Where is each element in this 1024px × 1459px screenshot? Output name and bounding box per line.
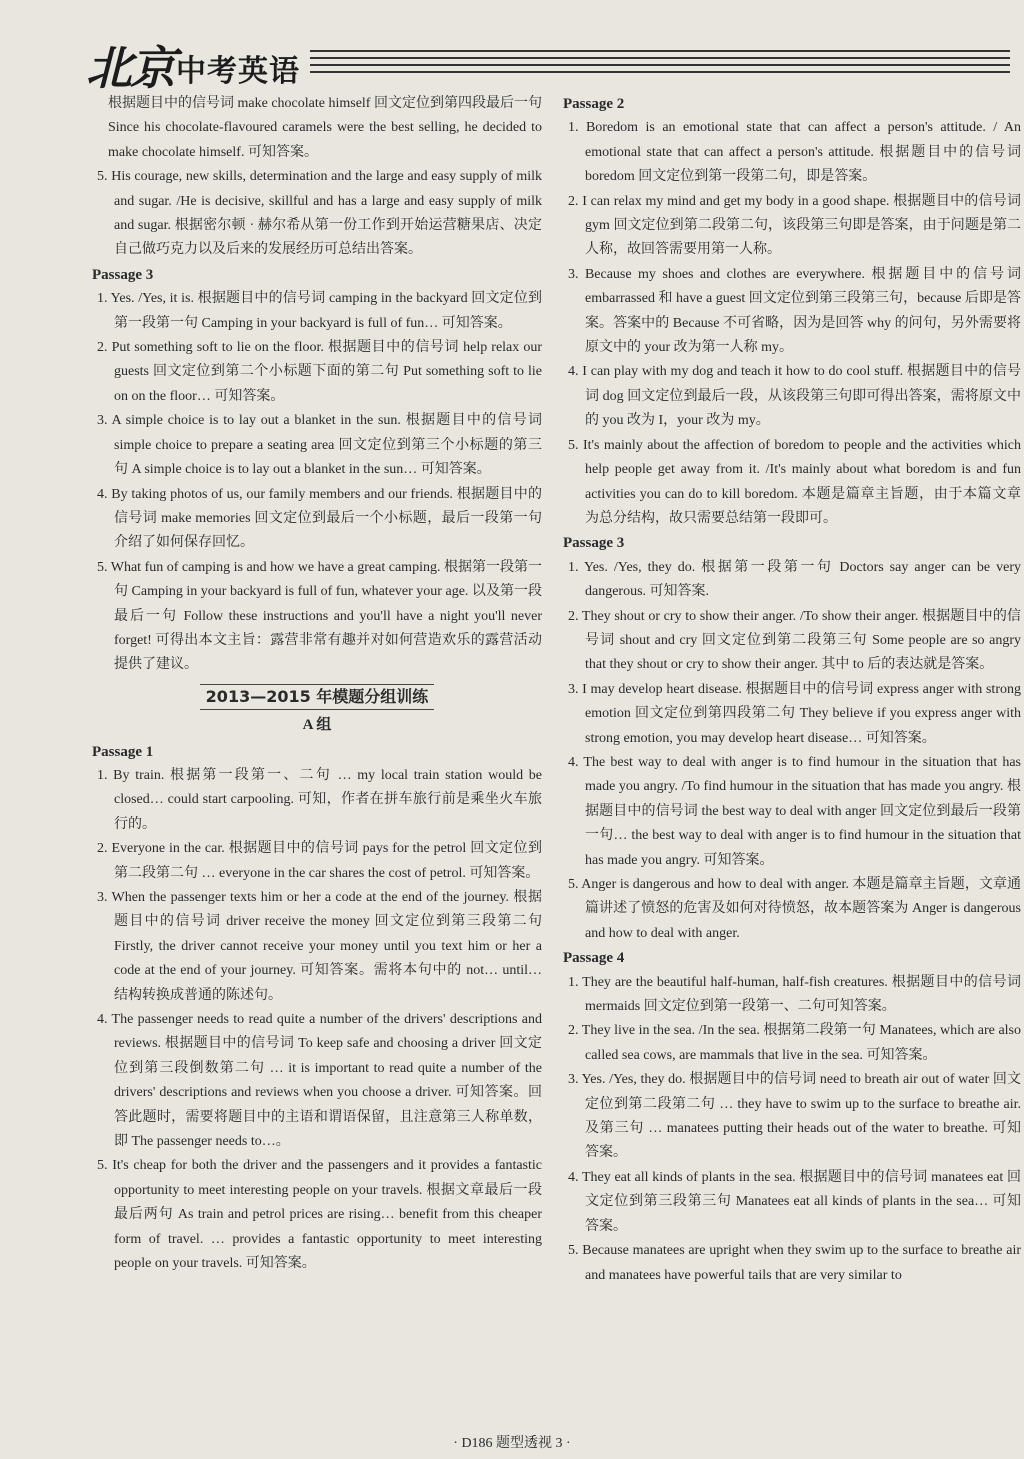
section-heading-wrap	[92, 684, 542, 711]
answer-item: 1. Yes. /Yes, they do. 根据第一段第一句 Doctors say anger can be very dangerous. 可知答案.	[568, 559, 1021, 600]
answer-item: 5. It's mainly about the affection of boredom to people and the activities which help people get away from it. /It's mainly about what boredom is and fun activities you can do to kill boredom. 本题是篇章主旨题，由于本篇文章为总分结构，故只需要总结第一段即可。	[568, 437, 1021, 526]
answer-item: 2. I can relax my mind and get my body in a good shape. 根据题目中的信号词 gym 回文定位到第二段第二句，该段第三句即是答案，由于问题是第二人称，故回答需要用第一人称。	[568, 193, 1021, 258]
passage-heading: Passage 1	[92, 743, 154, 760]
passage-heading: Passage 4	[563, 950, 625, 967]
header-rule-lines	[310, 50, 1010, 78]
answer-item: 5. His courage, new skills, determination and the large and easy supply of milk and sugar. /He is decisive, skillful and has a large and easy supply of milk and sugar. 根据密尔顿 · 赫尔希从第一份工作到开始运营糖果店、决定自己做巧克力以及后来的发展经历可总结出答案。	[97, 169, 542, 258]
continued-answer: 根据题目中的信号词 make chocolate himself 回文定位到第四段最后一句 Since his chocolate-flavoured caramels were the best selling, he decided to make chocolate himself. 可知答案。	[108, 96, 542, 160]
answer-item: 4. I can play with my dog and teach it how to do cool stuff. 根据题目中的信号词 dog 回文定位到最后一段，从该段第三句即可得出答案，需将原文中的 you 改为 I，your 改为 my。	[568, 364, 1021, 429]
left-column	[92, 92, 542, 1277]
answer-item: 2. Put something soft to lie on the floor. 根据题目中的信号词 help relax our guests 回文定位到第二个小标题下面的第二句 Put something soft to lie on on the floor… 可知答案。	[97, 340, 542, 404]
answer-item: 1. By train. 根据第一段第一、二句 … my local train station would be closed… could start carpooling. 可知，作者在拼车旅行前是乘坐火车旅行的。	[97, 767, 542, 832]
page-header	[80, 30, 1010, 94]
page-footer: · D186 题型透视 3 ·	[453, 1436, 571, 1451]
answer-item: 5. It's cheap for both the driver and the passengers and it provides a fantastic opportunity to meet interesting people on your travels. 根据文章最后一段最后两句 As train and petrol prices are rising… benefit from this cheaper form of travel. … provides a fantastic opportunity to meet interesting people on your travels. 可知答案。	[97, 1158, 542, 1272]
answer-item: 3. Because my shoes and clothes are everywhere. 根据题目中的信号词 embarrassed 和 have a guest 回文定位到第三段第三句，because 后即是答案。答案中的 Because 不可省略，因为是回答 why 的问句，另外需要将原文中的 your 改为第一人称 my。	[568, 266, 1021, 356]
answer-item: 3. I may develop heart disease. 根据题目中的信号词 express anger with strong emotion 回文定位到第四段第二句 They believe if you express anger with strong emotion, you may develop heart disease… 可知答案。	[568, 681, 1021, 746]
answer-item: 5. What fun of camping is and how we have a great camping. 根据第一段第一句 Camping in your backyard is full of fun, whatever your age. 以及第一段最后一句 Follow these instructions and you'll have a night you'll never forget! 可得出本文主旨：露营非常有趣并对如何营造欢乐的露营活动提供了建议。	[97, 559, 542, 673]
passage-heading: Passage 2	[563, 96, 625, 112]
answer-item: 3. A simple choice is to lay out a blanket in the sun. 根据题目中的信号词 simple choice to prepare a seating area 回文定位到第三个小标题的第三句 A simple choice is to lay out a blanket in the sun… 可知答案。	[97, 413, 542, 478]
answer-item: 3. When the passenger texts him or her a code at the end of the journey. 根据题目中的信号词 driver receive the money 回文定位到第三段第二句 Firstly, the driver cannot receive your money until you text him or her a code at the end of your journey. 可知答案。需将本句中的 not… until… 结构转换成普通的陈述句。	[97, 890, 542, 1003]
answer-item: 4. The passenger needs to read quite a number of the drivers' descriptions and reviews. 根据题目中的信号词 To keep safe and choosing a driver 回文定位到第三段倒数第二句 … it is important to read quite a number of the drivers' descriptions and reviews when you choose a driver. 可知答案。回答此题时，需要将题目中的主语和谓语保留，且注意第三人称单数，即 The passenger needs to…。	[97, 1012, 542, 1150]
answer-item: 5. Because manatees are upright when they swim up to the surface to breathe air and manatees have powerful tails that are very similar to	[568, 1243, 1021, 1283]
header-title: 中考英语	[176, 54, 300, 89]
answer-item: 4. By taking photos of us, our family members and our friends. 根据题目中的信号词 make memories 回文定位到最后一个小标题，最后一段第一句介绍了如何保存回忆。	[97, 486, 542, 551]
answer-item: 2. They live in the sea. /In the sea. 根据第二段第一句 Manatees, which are also called sea cows, are mammals that live in the sea. 可知答案。	[568, 1023, 1021, 1063]
answer-item: 2. Everyone in the car. 根据题目中的信号词 pays for the petrol 回文定位到第二段第二句 … everyone in the car shares the cost of petrol. 可知答案。	[97, 841, 542, 881]
answer-item: 1. Yes. /Yes, it is. 根据题目中的信号词 camping in the backyard 回文定位到第一段第一句 Camping in your backyard is full of fun… 可知答案。	[97, 291, 542, 331]
section-heading: 2013—2015 年模题分组训练	[200, 684, 435, 710]
passage-heading: Passage 3	[92, 266, 154, 283]
answer-item: 4. The best way to deal with anger is to find humour in the situation that has made you angry. /To find humour in the situation that has made you angry. 根据题目中的信号词 the best way to deal with anger 回文定位到最后一段第一句… the best way to deal with anger is to find humour in the situation that has made you angry. 可知答案。	[568, 754, 1021, 868]
beijing-logo: 北京	[86, 43, 174, 94]
answer-item: 1. Boredom is an emotional state that can affect a person's attitude. / An emotional state that can affect a person's attitude. 根据题目中的信号词 boredom 回文定位到第一段第二句，即是答案。	[568, 120, 1021, 185]
right-column	[563, 92, 1021, 1288]
answer-item: 2. They shout or cry to show their anger. /To show their anger. 根据题目中的信号词 shout and cry 回文定位到第二段第三句 Some people are so angry that they shout or cry to show their anger. 其中 to 后的表达就是答案。	[568, 608, 1021, 673]
passage-heading: Passage 3	[563, 535, 625, 552]
answer-item: 5. Anger is dangerous and how to deal with anger. 本题是篇章主旨题，文章通篇讲述了愤怒的危害及如何对待愤怒，故本题答案为 Anger is dangerous and how to deal with anger.	[568, 877, 1021, 941]
answer-item: 4. They eat all kinds of plants in the sea. 根据题目中的信号词 manatees eat 回文定位到第三段第三句 Manatees eat all kinds of plants in the sea… 可知答案。	[568, 1169, 1021, 1234]
answer-item: 1. They are the beautiful half-human, half-fish creatures. 根据题目中的信号词 mermaids 回文定位到第一段第一、二句可知答案。	[568, 974, 1021, 1015]
answer-item: 3. Yes. /Yes, they do. 根据题目中的信号词 need to breath air out of water 回文定位到第二段第二句 … they have to swim up to the surface to breathe air. 及第三句 … manatees putting their heads out of the water to breathe. 可知答案。	[568, 1072, 1021, 1161]
group-heading: A 组	[302, 717, 332, 734]
